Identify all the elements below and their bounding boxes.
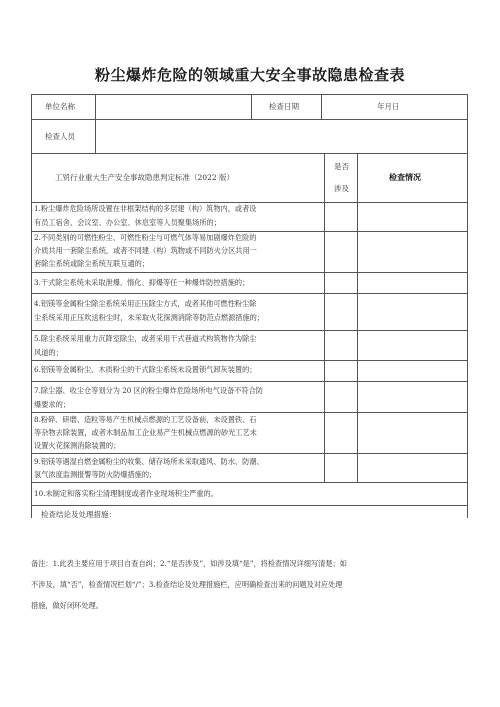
status-cell[interactable] — [358, 454, 467, 482]
standard-column-header: 工贸行业重大生产安全事故隐患判定标准（2022 版） — [55, 173, 234, 182]
involved-cell[interactable] — [325, 361, 357, 381]
status-column-header: 检查情况 — [389, 172, 421, 182]
status-cell[interactable] — [358, 232, 467, 272]
check-date-label: 检查日期 — [269, 102, 299, 111]
standard-item-text: 爆要求的； — [34, 400, 70, 409]
involved-cell[interactable] — [325, 294, 357, 330]
involved-cell[interactable] — [325, 454, 357, 482]
involved-cell[interactable] — [325, 273, 357, 293]
table-rule — [31, 153, 468, 154]
involved-cell[interactable] — [325, 413, 357, 453]
remarks-line: 不涉及，填“否”，检查情况栏划“/”；3.检查结论及处理措施栏，应明确检查出来的问题及对应处理 — [31, 580, 343, 589]
status-cell[interactable] — [358, 382, 467, 412]
inspector-field[interactable] — [96, 120, 467, 153]
standard-item-text: 套除尘系统或除尘系统互联互通的； — [34, 259, 150, 268]
inspection-table — [31, 94, 468, 519]
remarks-line: 措施，做好闭环处理。 — [31, 601, 103, 610]
standard-item-text: 尘系统采用正压吹送粉尘时，未采取火花探测消除等防范点燃源措施的； — [34, 313, 265, 322]
status-cell[interactable] — [358, 361, 467, 381]
involved-column-header: 涉及 — [334, 184, 349, 193]
status-cell[interactable] — [358, 273, 467, 293]
standard-item-text: 2.不同类别的可燃性粉尘、可燃性粉尘与可燃气体等易加剧爆炸危险的 — [34, 233, 257, 242]
standard-item-text: 3.干式除尘系统未采取泄爆、惰化、抑爆等任一种爆炸防控措施的； — [34, 278, 250, 287]
standard-item-text: 8.粉碎、研磨、造粒等易产生机械点燃源的工艺设备前，未设置铁、石 — [34, 415, 257, 424]
standard-item-text: 等杂物去除装置，或者木制品加工企业易产生机械点燃源的砂光工艺未 — [34, 428, 257, 437]
status-cell[interactable] — [358, 294, 467, 330]
check-date-value[interactable]: 年月日 — [377, 102, 400, 111]
standard-item-text: 10.未制定和落实粉尘清理制度或者作业现场积尘严重的。 — [34, 489, 218, 498]
status-cell[interactable] — [358, 413, 467, 453]
table-rule — [31, 506, 32, 518]
standard-item-text: 6.铝镁等金属粉尘、木质粉尘的干式除尘系统未设置锁气卸灰装置的； — [34, 365, 257, 374]
status-cell[interactable] — [358, 203, 467, 231]
inspector-label: 检查人员 — [45, 132, 75, 141]
standard-item-text: 1.粉尘爆炸危险场所设置在非框架结构的多层建（构）筑物内，或者设 — [34, 204, 257, 213]
remarks-line: 备注：1.此表主要应用于项目自查自纠；2.“是否涉及”，如涉及填“是”，将检查情况详细写清楚；如 — [31, 559, 347, 568]
standard-item-text: 介质共用一套除尘系统，或者不同建（构）筑物或不同防火分区共用一 — [34, 246, 257, 255]
conclusion-field[interactable] — [32, 522, 467, 542]
table-rule — [321, 94, 322, 119]
involved-cell[interactable] — [325, 382, 357, 412]
standard-item-text: 9.铝镁等遇湿自燃金属粉尘的收集、储存场所未采取通风、防水、防潮、 — [34, 457, 264, 466]
standard-item-text: 氢气浓度监测报警等防火防爆措施的； — [34, 470, 157, 479]
table-rule — [31, 482, 468, 483]
remarks — [31, 553, 471, 616]
standard-item-text: 有员工宿舍、会议室、办公室、休息室等人员聚集场所的； — [34, 218, 221, 227]
involved-cell[interactable] — [325, 203, 357, 231]
conclusion-label: 检查结论及处理措施： — [41, 510, 116, 519]
involved-column-header: 是否 — [334, 162, 349, 171]
standard-item-text: 设置火花探测消除装置的； — [34, 441, 121, 450]
standard-item-text: 风道的； — [34, 348, 63, 357]
involved-cell[interactable] — [325, 232, 357, 272]
standard-item-text: 7.除尘器、收尘仓等划分为 20 区的粉尘爆炸危险场所电气设备不符合防 — [34, 386, 264, 395]
status-cell[interactable] — [358, 331, 467, 360]
standard-item-text: 4.铝镁等金属粉尘除尘系统采用正压除尘方式，或者其他可燃性粉尘除 — [34, 299, 257, 308]
table-rule — [31, 94, 32, 506]
table-rule — [31, 505, 468, 506]
page-title: 粉尘爆炸危险的领域重大安全事故隐患检查表 — [94, 66, 405, 84]
table-rule — [467, 506, 468, 518]
table-rule — [467, 94, 468, 506]
unit-name-field[interactable] — [96, 95, 251, 119]
unit-name-label: 单位名称 — [45, 102, 75, 111]
table-rule — [251, 94, 252, 119]
involved-cell[interactable] — [325, 331, 357, 360]
standard-item-text: 5.除尘系统采用重力沉降室除尘，或者采用干式巷道式构筑物作为除尘 — [34, 334, 257, 343]
